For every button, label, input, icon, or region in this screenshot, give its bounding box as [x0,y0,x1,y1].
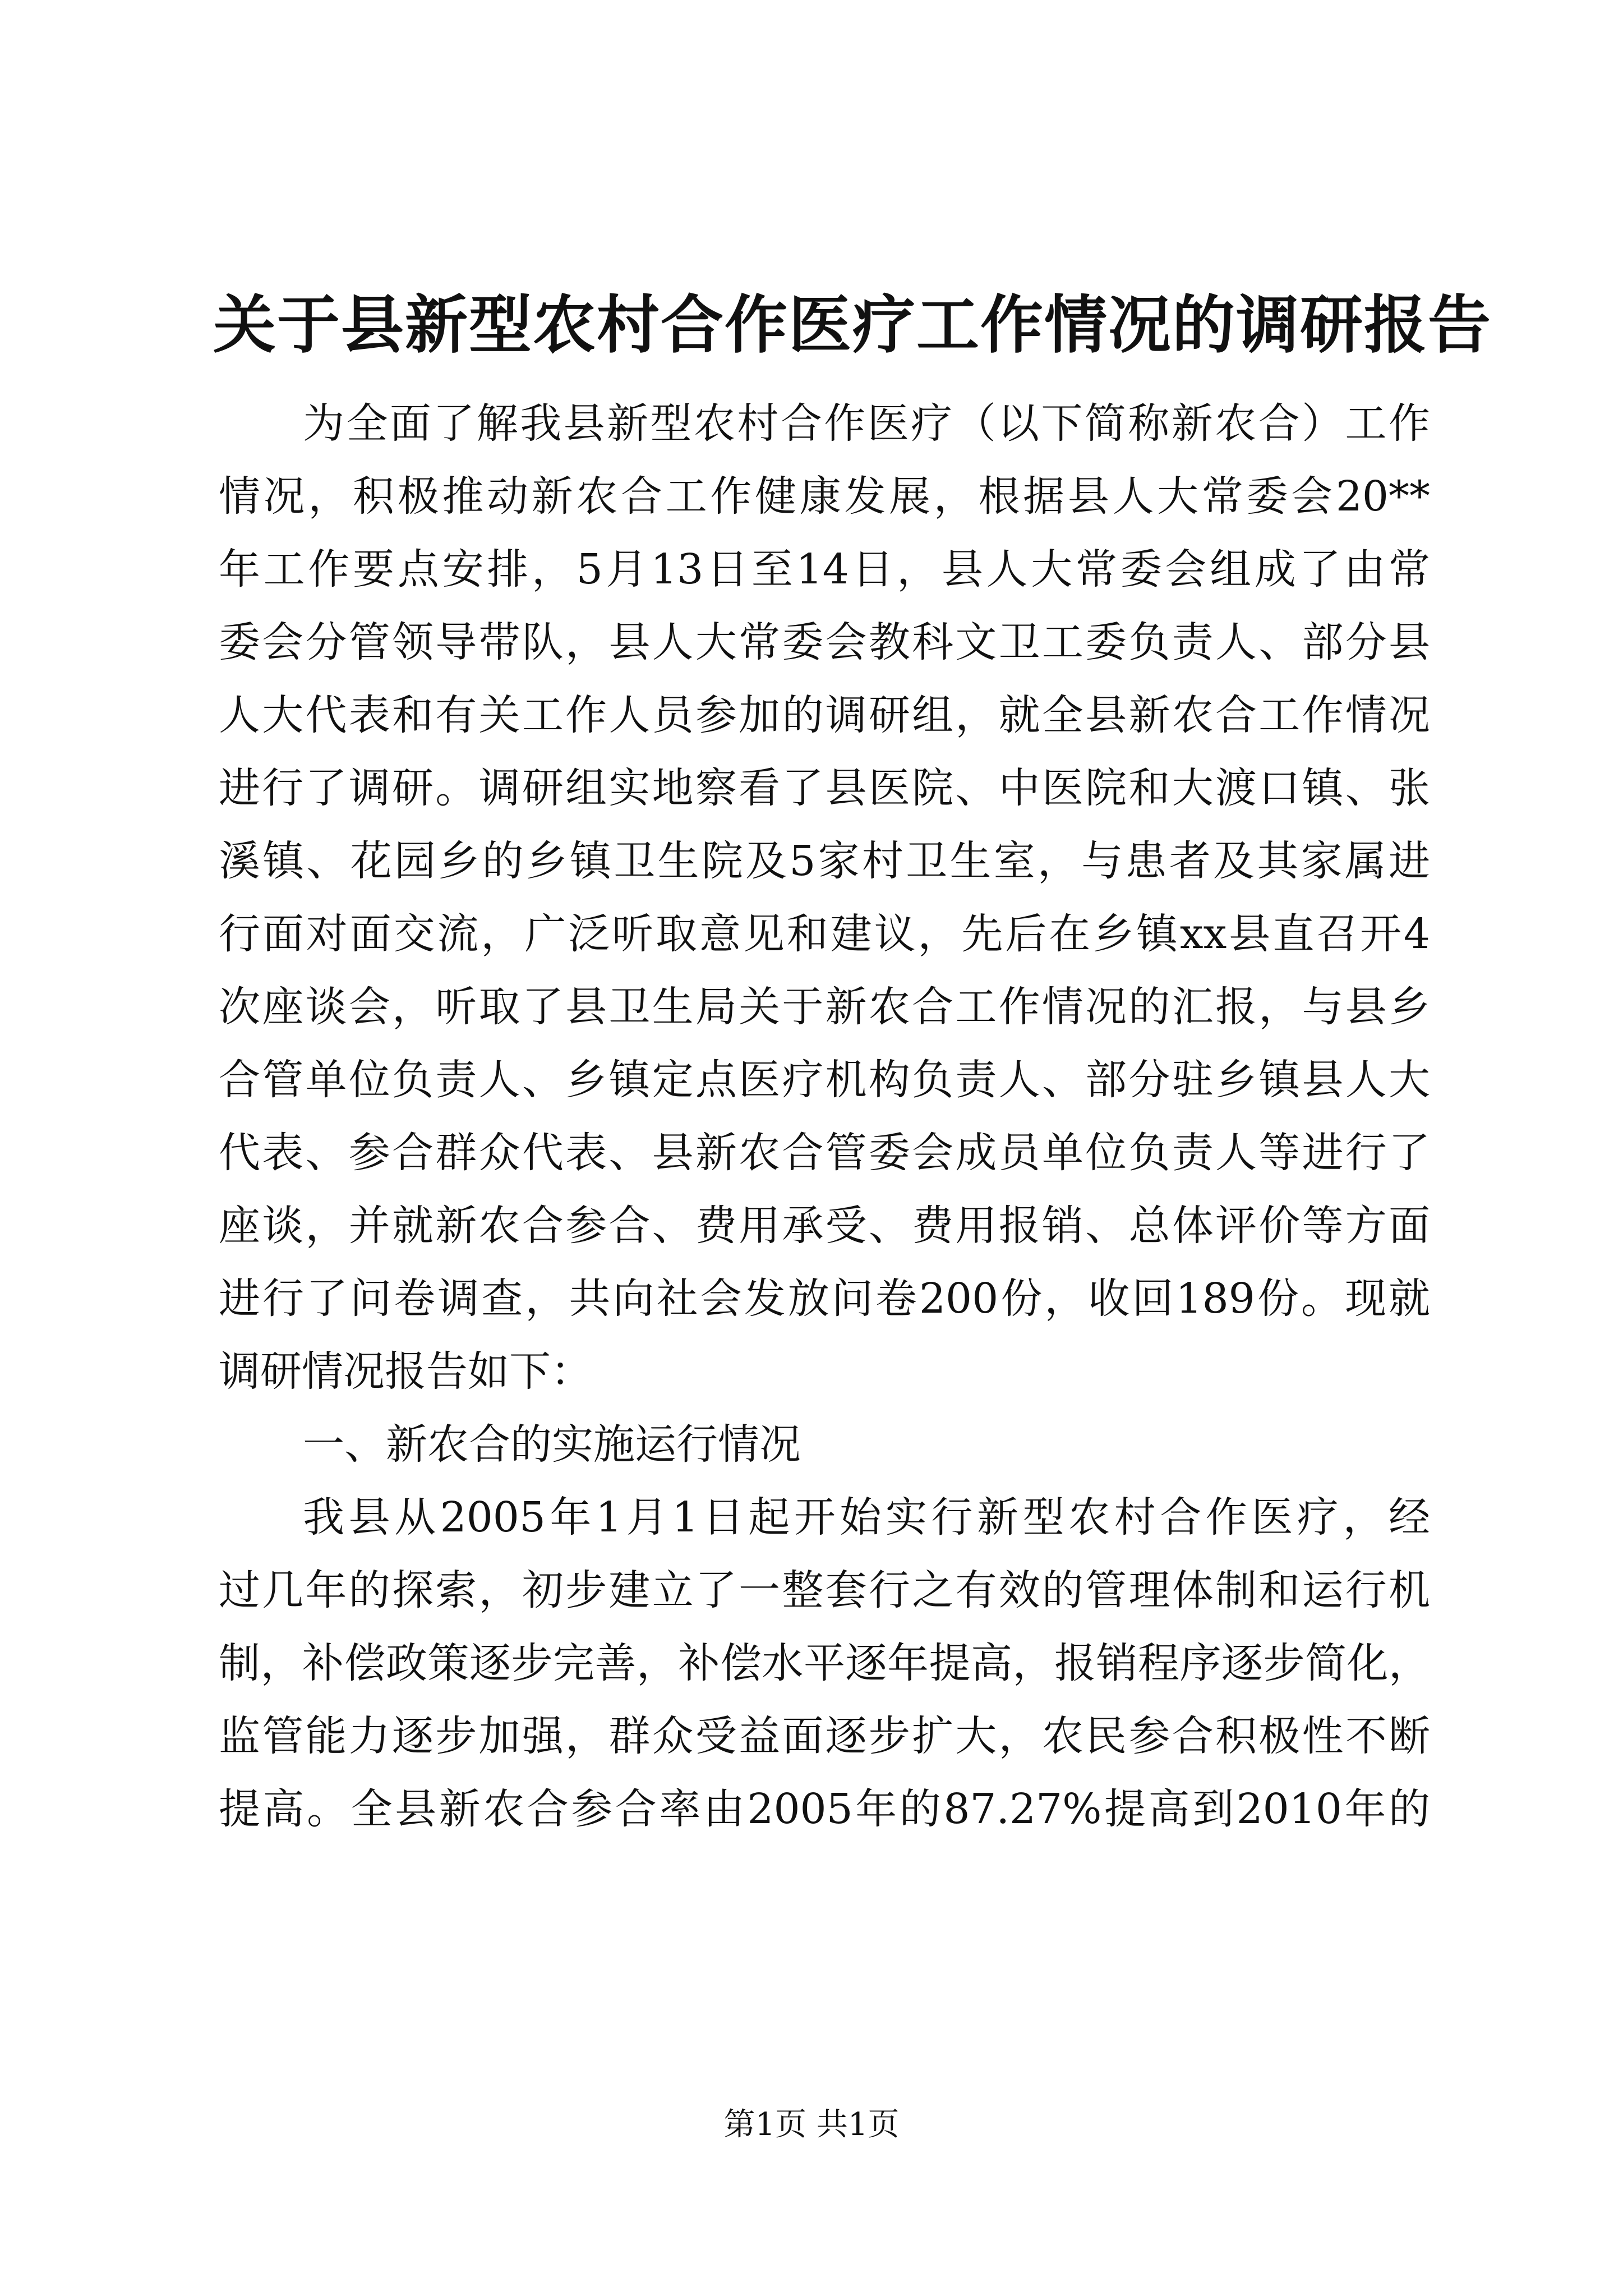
paragraph-line: 进行了调研。调研组实地察看了县医院、中医院和大渡口镇、张 [219,764,1430,812]
paragraph-line: 进行了问卷调查，共向社会发放问卷200份，收回189份。现就 [219,1274,1430,1323]
paragraph-line: 合管单位负责人、乡镇定点医疗机构负责人、部分驻乡镇县人大 [219,1056,1430,1104]
paragraph-line: 行面对面交流，广泛听取意见和建议，先后在乡镇xx县直召开4 [219,910,1430,958]
paragraph-line: 提高。全县新农合参合率由2005年的87.27%提高到2010年的 [219,1785,1430,1833]
document-title: 关于县新型农村合作医疗工作情况的调研报告 [213,288,1492,362]
paragraph-line: 调研情况报告如下： [219,1347,592,1396]
paragraph-line: 情况，积极推动新农合工作健康发展，根据县人大常委会20** [219,472,1430,521]
paragraph-line: 委会分管领导带队，县人大常委会教科文卫工委负责人、部分县 [219,618,1430,666]
paragraph-line: 年工作要点安排，5月13日至14日，县人大常委会组成了由常 [219,545,1430,593]
paragraph-line: 座谈，并就新农合参合、费用承受、费用报销、总体评价等方面 [219,1202,1430,1250]
paragraph-line: 我县从2005年1月1日起开始实行新型农村合作医疗，经 [303,1493,1430,1542]
paragraph-line: 溪镇、花园乡的乡镇卫生院及5家村卫生室，与患者及其家属进 [219,837,1430,885]
paragraph-line: 过几年的探索，初步建立了一整套行之有效的管理体制和运行机 [219,1566,1430,1614]
page-footer: 第1页 共1页 [723,2106,900,2143]
paragraph-line: 代表、参合群众代表、县新农合管委会成员单位负责人等进行了 [219,1129,1430,1177]
paragraph-line: 人大代表和有关工作人员参加的调研组，就全县新农合工作情况 [219,691,1430,739]
paragraph-line: 为全面了解我县新型农村合作医疗（以下简称新农合）工作 [303,399,1430,448]
paragraph-line: 制，补偿政策逐步完善，补偿水平逐年提高，报销程序逐步简化， [219,1639,1430,1687]
paragraph-line: 次座谈会，听取了县卫生局关于新农合工作情况的汇报，与县乡 [219,983,1430,1031]
section-heading: 一、新农合的实施运行情况 [303,1420,801,1469]
paragraph-line: 监管能力逐步加强，群众受益面逐步扩大，农民参合积极性不断 [219,1712,1430,1760]
